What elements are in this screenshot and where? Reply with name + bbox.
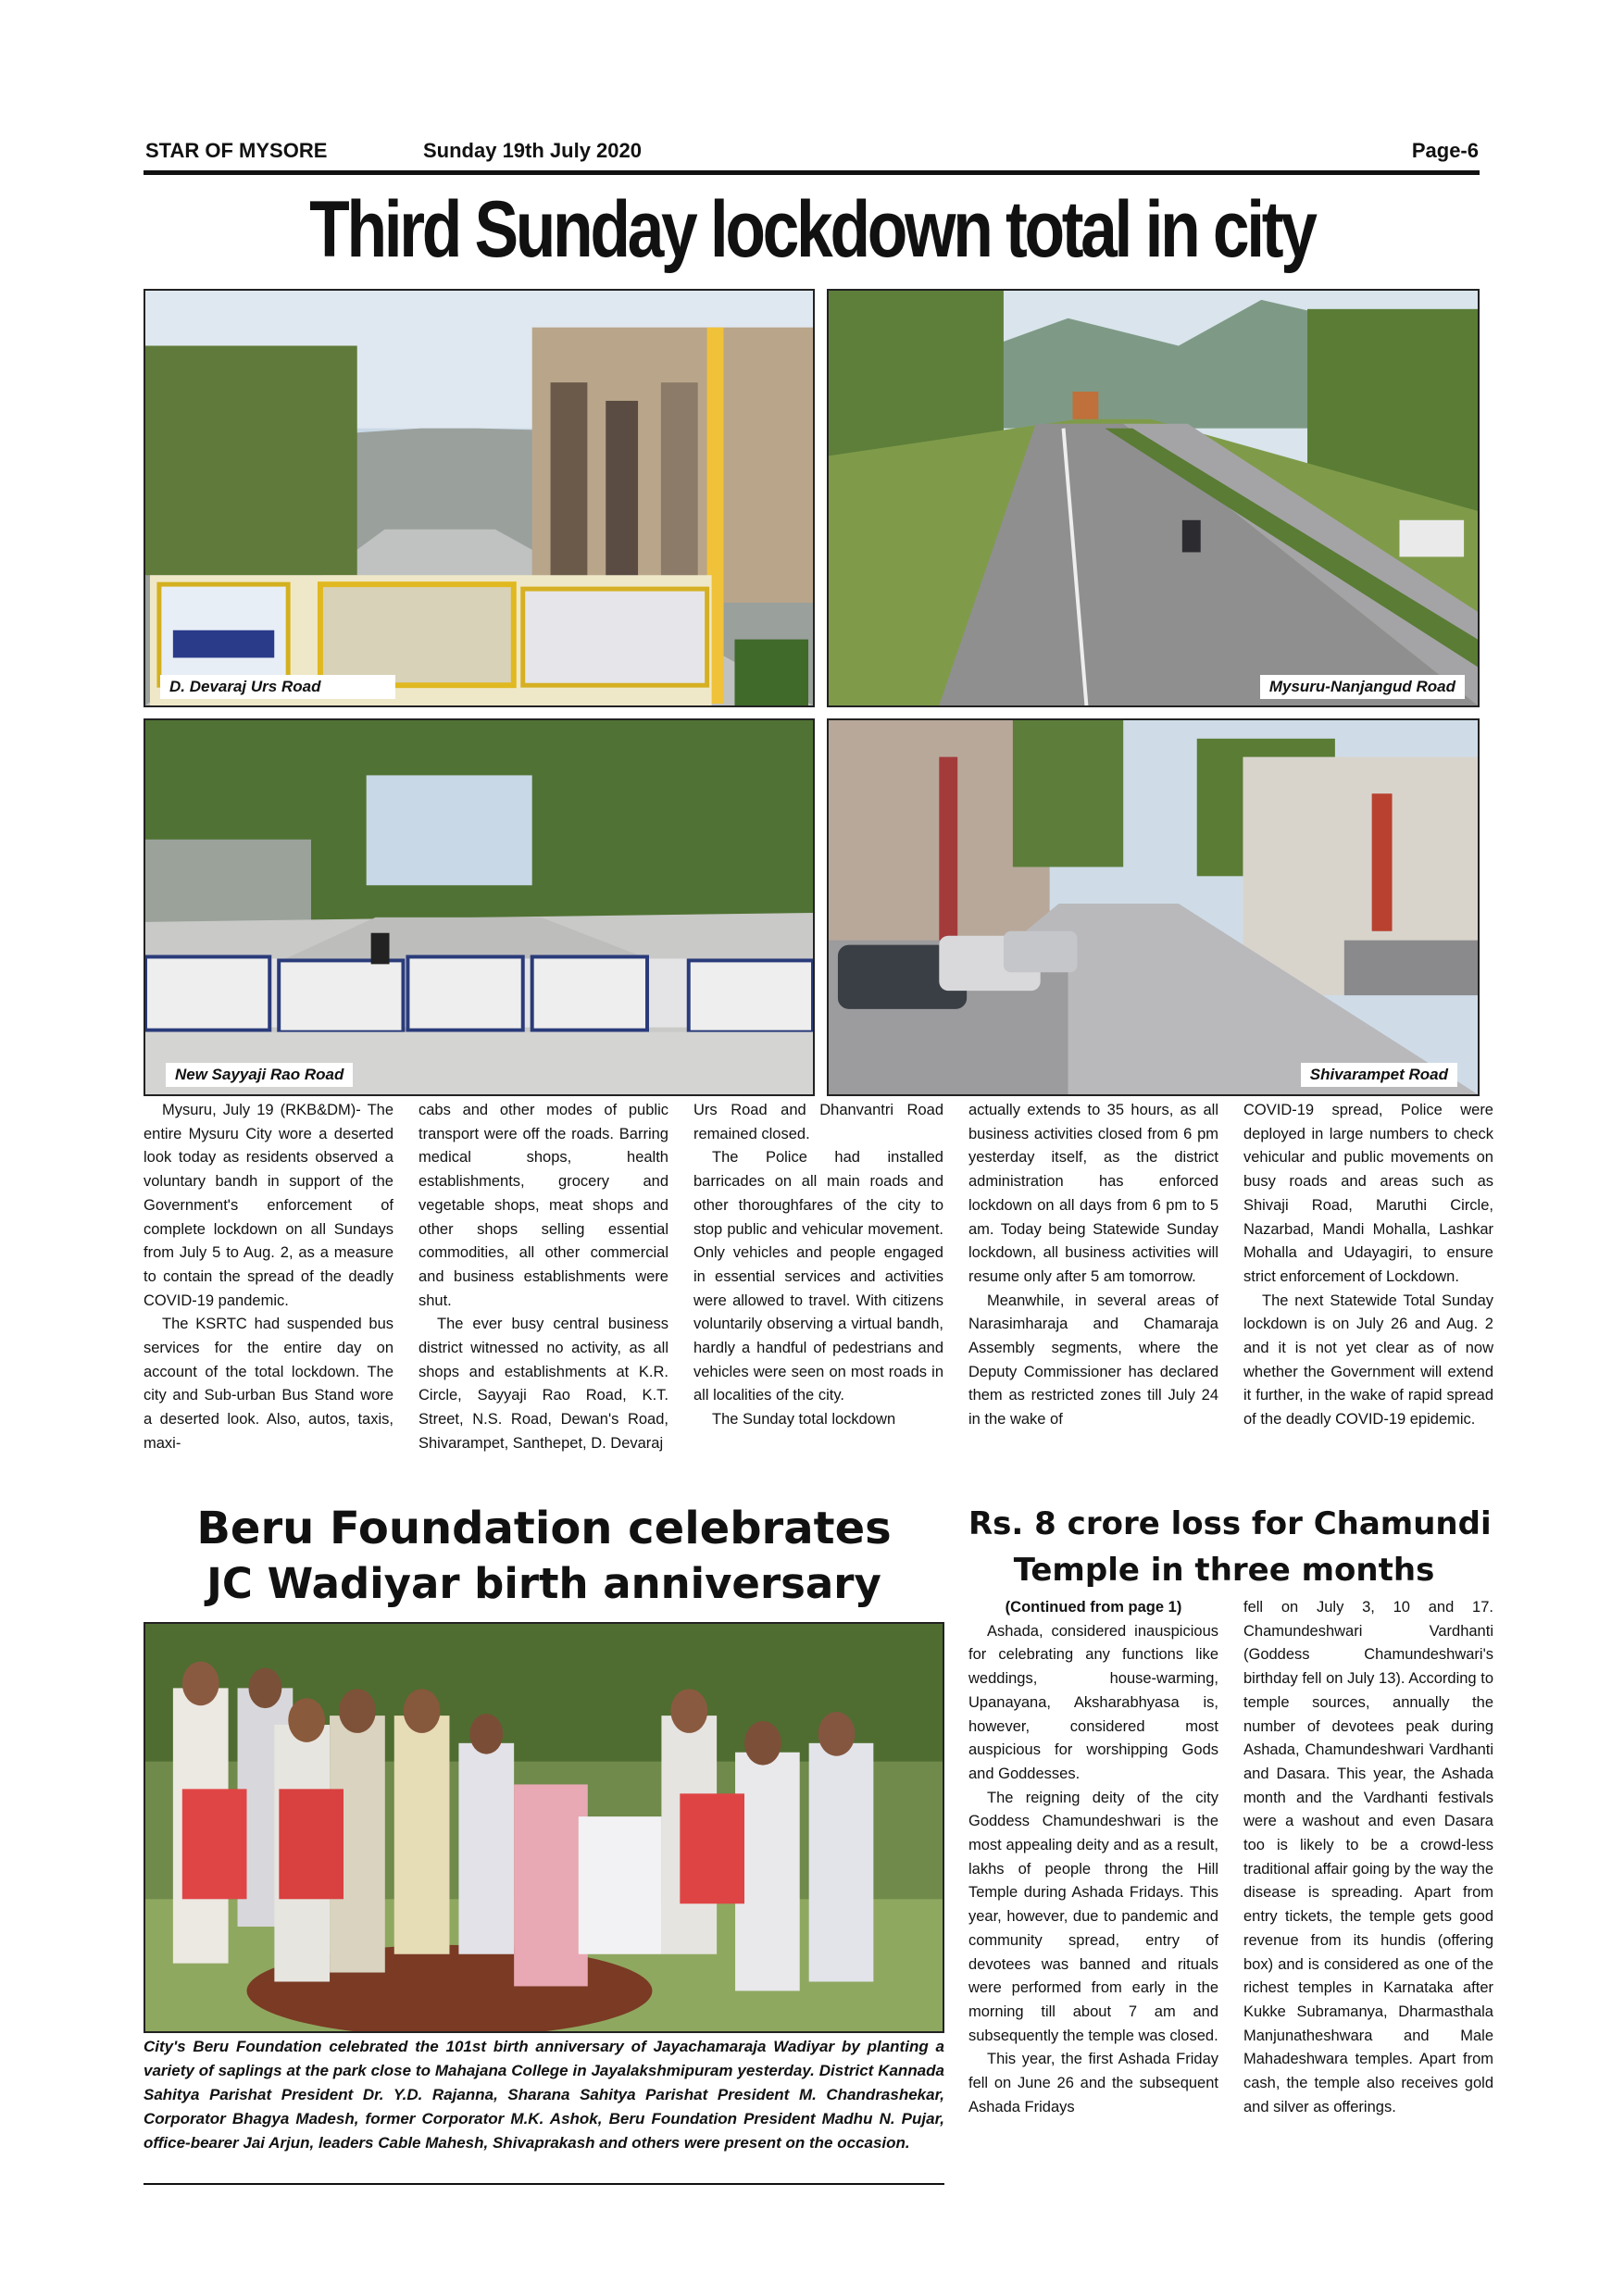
paragraph: The Sunday total lockdown bbox=[712, 1411, 896, 1429]
lead-column-4 bbox=[968, 1099, 1218, 1432]
continued-note: (Continued from page 1) bbox=[1005, 1599, 1182, 1616]
temple-column-2 bbox=[1243, 1596, 1493, 2119]
lead-headline: Third Sunday lockdown total in city bbox=[308, 185, 1315, 274]
photo-mysuru-nanjangud-road bbox=[827, 289, 1480, 707]
page-number: Page-6 bbox=[1411, 139, 1479, 162]
lead-column-2 bbox=[418, 1099, 668, 1456]
photo-shivarampet-road bbox=[827, 718, 1480, 1096]
paragraph: Meanwhile, in several areas of Narasimharaja and Chamaraja Assembly segments, where the Deputy Commissioner has declared them as restricted zones till July 24 in the wake of bbox=[968, 1292, 1218, 1429]
photo-devaraj-urs-road bbox=[144, 289, 815, 707]
beru-headline-line2: JC Wadiyar birth anniversary bbox=[206, 1559, 881, 1608]
paragraph: Urs Road and Dhanvantri Road remained closed. bbox=[693, 1102, 943, 1142]
issue-date: Sunday 19th July 2020 bbox=[423, 139, 642, 162]
paragraph: The ever busy central business district witnessed no activity, as all shops and establishments at K.R. Circle, Sayyaji Rao Road, K.T. Street, N.S. Road, Dewan's Road, Shivarampet, Santhepet, D. Devaraj bbox=[418, 1316, 668, 1452]
temple-headline-line1: Rs. 8 crore loss for Chamundi bbox=[968, 1505, 1492, 1542]
paragraph: This year, the first Ashada Friday fell on June 26 and the subsequent Ashada Fridays bbox=[968, 2051, 1218, 2115]
photo-caption: D. Devaraj Urs Road bbox=[160, 675, 395, 699]
paragraph: The KSRTC had suspended bus services for the entire day on account of the total lockdown. The city and Sub-urban Bus Stand wore a deserted look. Also, autos, taxis, maxi- bbox=[144, 1316, 394, 1452]
lead-column-5 bbox=[1243, 1099, 1493, 1432]
beru-photo-caption: City's Beru Foundation celebrated the 101st birth anniversary of Jayachamaraja Wadiyar by planting a variety of saplings at the park close to Mahajana College in Jayalakshmipuram yesterday. District Kannada Sahitya Parishat President Dr. Y.D. Rajanna, Sharana Sahitya Parishat President M. Chandrashekar, Corporator Bhagya Madesh, former Corporator M.K. Ashok, Beru Foundation President Madhu N. Pujar, office-bearer Jai Arjun, leaders Cable Mahesh, Shivaprakash and others were present on the occasion. bbox=[144, 2038, 944, 2152]
photo-beru-foundation bbox=[144, 1622, 944, 2033]
paragraph: The next Statewide Total Sunday lockdown is on July 26 and Aug. 2 and it is not yet clear as of now whether the Government will extend it further, in the wake of rapid spread of the deadly COVID-19 epidemic. bbox=[1243, 1292, 1493, 1429]
paper-name: STAR OF MYSORE bbox=[145, 139, 328, 162]
masthead-rule bbox=[144, 170, 1480, 175]
photo-caption: Mysuru-Nanjangud Road bbox=[1260, 675, 1465, 699]
paragraph: fell on July 3, 10 and 17. Chamundeshwari Vardhanti (Goddess Chamundeshwari's birthday fell on July 13). According to temple sources, annually the number of devotees peak during Ashada, Chamundeshwari Vardhanti and Dasara. This year, the Ashada month and the Vardhanti festivals were a washout and even Dasara too is likely to be a crowd-less traditional affair going by the way the disease is spreading. Apart from entry tickets, the temple gets good revenue from its hundis (offering box) and is considered as one of the richest temples in Karnataka after Kukke Subramanya, Dharmasthala Manjunatheshwara and Male Mahadeshwara temples. Apart from cash, the temple also receives gold and silver as offerings. bbox=[1243, 1599, 1493, 2115]
paragraph: cabs and other modes of public transport were off the roads. Barring medical shops, health establishments, grocery and vegetable shops, meat shops and other shops selling essential commodities, all other commercial and business establishments were shut. bbox=[418, 1102, 668, 1309]
temple-column-1 bbox=[968, 1596, 1218, 2119]
paragraph: Mysuru, July 19 (RKB&DM)- The entire Mysuru City wore a deserted look today as residents observed a voluntary bandh in support of the Government's enforcement of complete lockdown on all Sundays from July 5 to Aug. 2, as a measure to contain the spread of the deadly COVID-19 pandemic. bbox=[144, 1102, 394, 1309]
beru-headline-line1: Beru Foundation celebrates bbox=[196, 1503, 892, 1554]
photo-new-sayyaji-rao-road bbox=[144, 718, 815, 1096]
photo-caption: New Sayyaji Rao Road bbox=[166, 1063, 353, 1087]
photo-caption: Shivarampet Road bbox=[1301, 1063, 1457, 1087]
paragraph: COVID-19 spread, Police were deployed in large numbers to check vehicular and public movements on busy roads and areas such as Shivaji Road, Maruthi Circle, Nazarbad, Mandi Mohalla, Lashkar Mohalla and Udayagiri, to ensure strict enforcement of Lockdown. bbox=[1243, 1102, 1493, 1285]
paragraph: Ashada, considered inauspicious for celebrating any functions like weddings, house-warming, Upanayana, Aksharabhyasa is, however, considered most auspicious for worshipping Gods and Goddesses. bbox=[968, 1622, 1218, 1782]
paragraph: The reigning deity of the city Goddess Chamundeshwari is the most appealing deity and as a result, lakhs of people throng the Hill Temple during Ashada Fridays. This year, however, due to pandemic and community spread, entry of devotees was banned and rituals were performed from early in the morning till about 7 am and subsequently the temple was closed. bbox=[968, 1789, 1218, 2044]
beru-caption-rule bbox=[144, 2183, 944, 2185]
lead-column-1 bbox=[144, 1099, 394, 1456]
lead-column-3 bbox=[693, 1099, 943, 1432]
paragraph: actually extends to 35 hours, as all business activities closed from 6 pm yesterday itself, as the district administration has enforced lockdown on all days from 6 pm to 5 am. Today being Statewide Sunday lockdown, all business activities will resume only after 5 am tomorrow. bbox=[968, 1102, 1218, 1285]
temple-headline-line2: Temple in three months bbox=[1013, 1552, 1435, 1589]
paragraph: The Police had installed barricades on all main roads and other thoroughfares of the city to stop public and vehicular movement. Only vehicles and people engaged in essential services and activities were allowed to travel. With citizens voluntarily observing a virtual bandh, hardly a handful of pedestrians and vehicles were seen on most roads in all localities of the city. bbox=[693, 1149, 943, 1404]
